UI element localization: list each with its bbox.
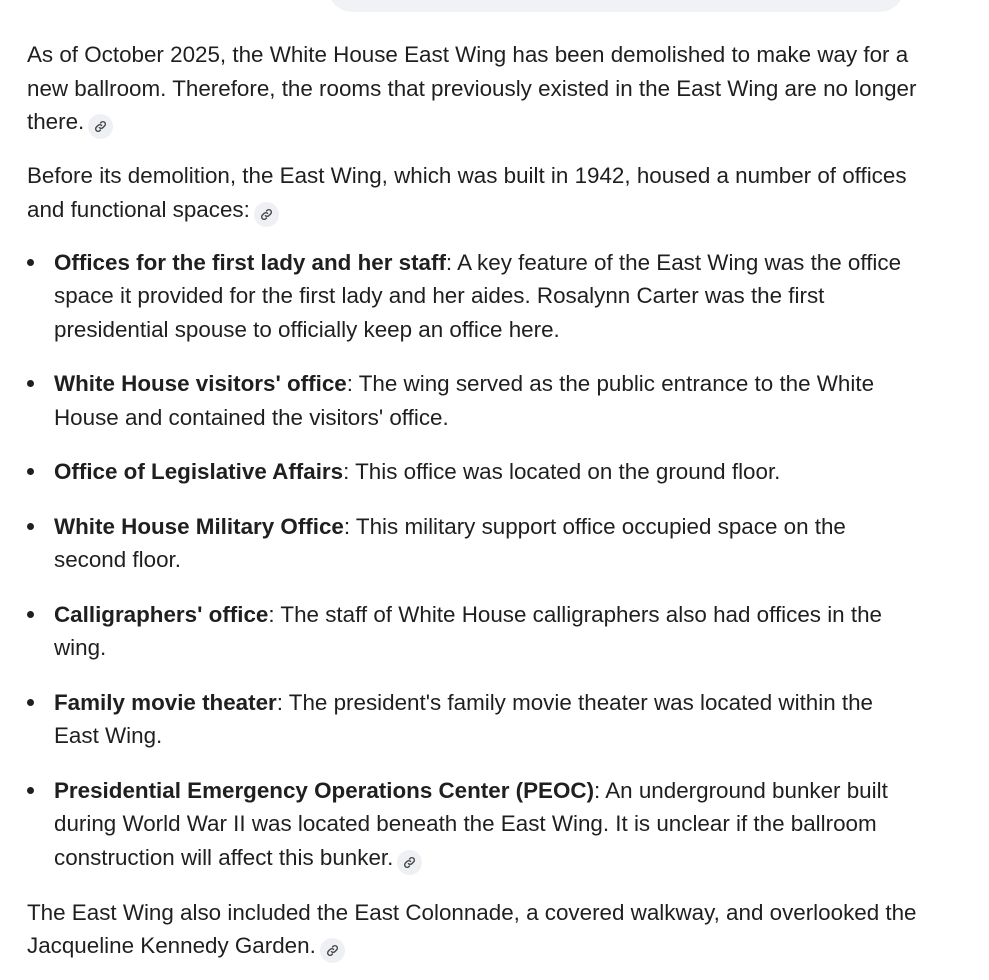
answer-closing-paragraph: The East Wing also included the East Colonnade, a covered walkway, and overlooked the Jacqueline Kennedy Garden. <box>27 896 917 964</box>
list-item <box>27 510 917 577</box>
bullet-icon <box>27 787 34 794</box>
link-icon <box>326 944 339 957</box>
previous-user-message-bubble <box>327 0 905 12</box>
bullet-icon <box>27 523 34 530</box>
source-link-button[interactable] <box>88 114 113 139</box>
list-item-text: : A key feature of the East Wing was the office space it provided for the first lady and her aides. Rosalynn Carter was the first presidential spouse to officially keep an office here. <box>54 249 902 342</box>
list-item <box>27 686 917 753</box>
list-item-title: Family movie theater <box>54 689 277 715</box>
link-icon <box>260 208 273 221</box>
list-item <box>27 455 917 489</box>
bullet-icon <box>27 259 34 266</box>
list-item-title: Presidential Emergency Operations Center (PEOC) <box>54 777 595 803</box>
bullet-icon <box>27 380 34 387</box>
list-item <box>27 367 917 434</box>
source-link-button[interactable] <box>254 202 279 227</box>
list-item-text: : The president's family movie theater was located within the East Wing. <box>54 689 874 748</box>
list-item <box>27 246 917 347</box>
source-link-button[interactable] <box>397 850 422 875</box>
list-item-text: : This military support office occupied space on the second floor. <box>54 513 846 572</box>
list-item <box>27 774 917 875</box>
list-item-title: White House Military Office <box>54 513 344 539</box>
link-icon <box>403 856 416 869</box>
list-item-text: : The wing served as the public entrance to the White House and contained the visitors' office. <box>54 371 875 430</box>
list-item-text: : This office was located on the ground floor. <box>343 459 781 484</box>
list-item-text: : The staff of White House calligraphers also had offices in the wing. <box>54 601 882 660</box>
answer-paragraph-1: As of October 2025, the White House East Wing has been demolished to make way for a new ballroom. Therefore, the rooms that previously existed in the East Wing are no longer there. <box>27 38 917 139</box>
answer-paragraph-2: Before its demolition, the East Wing, which was built in 1942, housed a number of offices and functional spaces: <box>27 159 917 227</box>
list-item-title: Offices for the first lady and her staff <box>54 249 446 275</box>
list-item-title: White House visitors' office <box>54 371 347 396</box>
list-item-title: Office of Legislative Affairs <box>54 459 344 484</box>
list-item-text: : An underground bunker built during World War II was located beneath the East Wing. It is unclear if the ballroom construction will affect this bunker. <box>54 777 888 870</box>
source-link-button[interactable] <box>320 938 345 963</box>
bullet-icon <box>27 699 34 706</box>
bullet-icon <box>27 611 34 618</box>
list-item-title: Calligraphers' office <box>54 601 269 627</box>
bullet-icon <box>27 468 34 475</box>
east-wing-rooms-list <box>27 246 917 875</box>
response-body <box>27 38 917 963</box>
list-item <box>27 598 917 665</box>
link-icon <box>94 120 107 133</box>
